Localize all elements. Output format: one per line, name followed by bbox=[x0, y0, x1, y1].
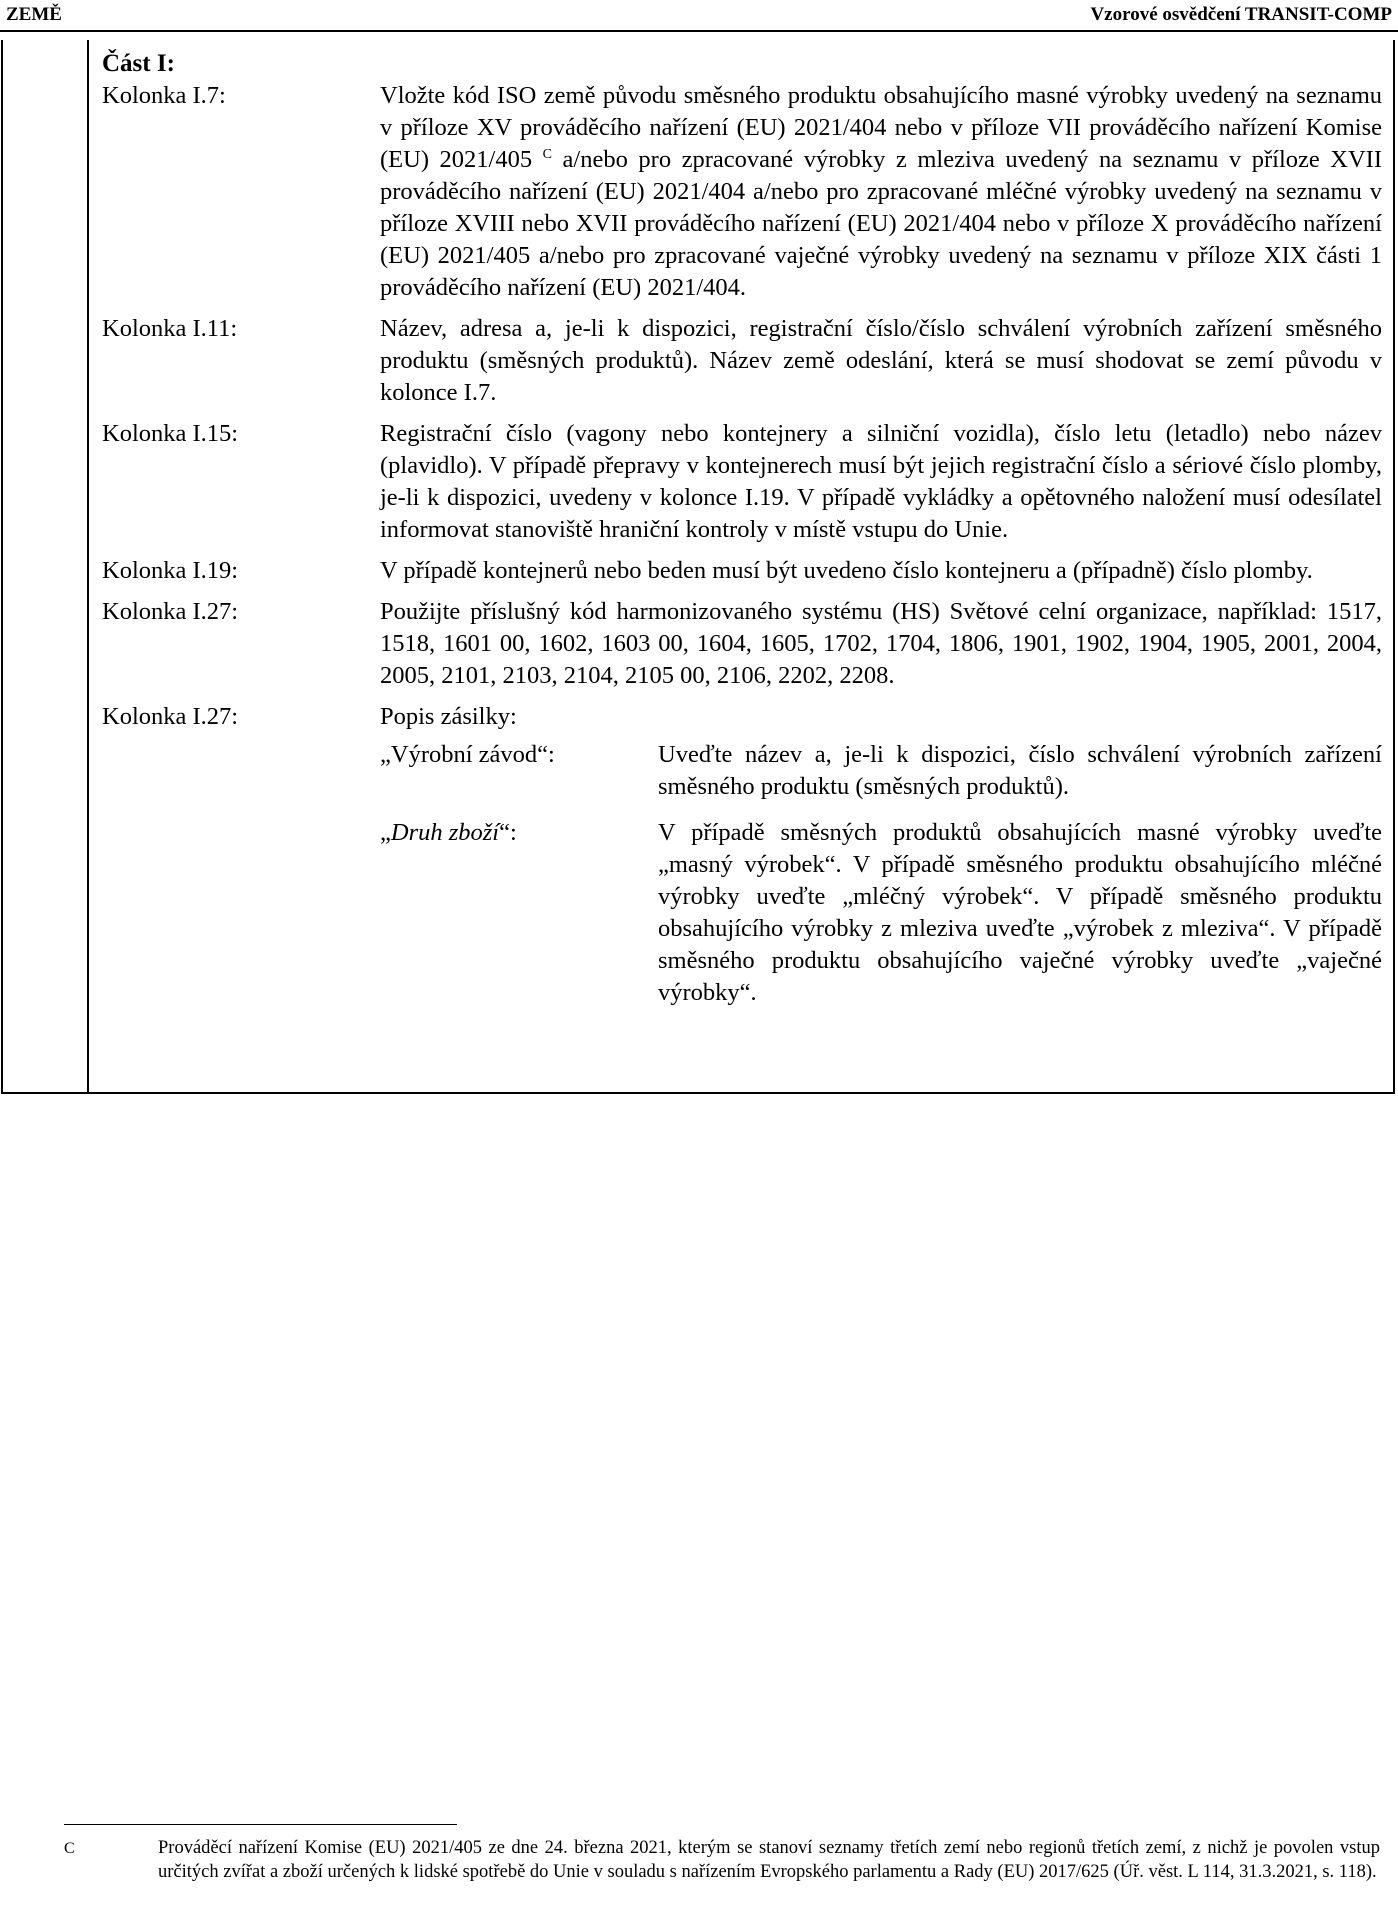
note-label: Kolonka I.27: bbox=[102, 703, 239, 730]
note-row-i19 bbox=[102, 555, 1382, 587]
note-label: Kolonka I.19: bbox=[102, 557, 239, 584]
footnote-mark: C bbox=[64, 1840, 75, 1857]
note-label: Kolonka I.11: bbox=[102, 315, 238, 342]
notes-content bbox=[102, 48, 1382, 1009]
note-row-i15 bbox=[102, 418, 1382, 546]
note-label: Kolonka I.27: bbox=[102, 598, 239, 625]
note-row-i11 bbox=[102, 313, 1382, 409]
sub-label-main: Druh zboží bbox=[390, 819, 500, 846]
sub-label bbox=[380, 739, 658, 803]
note-text: V případě kontejnerů nebo beden musí být uvedeno číslo kontejneru a (případně) číslo plomby. bbox=[380, 557, 1313, 584]
column-divider bbox=[87, 40, 89, 1092]
sub-label-main: Výrobní závod bbox=[390, 741, 538, 768]
sub-label-close: “: bbox=[537, 741, 555, 768]
footnote-text: Prováděcí nařízení Komise (EU) 2021/405 ze dne 24. března 2021, kterým se stanoví seznamy třetích zemí nebo regionů třetích zemí, z nichž je povolen vstup určitých zvířat a zboží určených k lidské spotřebě do Unie v souladu s nařízením Evropského parlamentu a Rady (EU) 2017/625 (Úř. věst. L 114, 31.3.2021, s. 118). bbox=[158, 1838, 1380, 1882]
header-country: ZEMĚ bbox=[6, 4, 62, 25]
note-text bbox=[380, 80, 1382, 304]
note-text: Použijte příslušný kód harmonizovaného systému (HS) Světové celní organizace, například: 1517, 1518, 1601 00, 1602, 1603 00, 1604, 1605, 1702, 1704, 1806, 1901, 1902, 1904, 1905, 2001, 2004, 2005, 2101, 2103, 2104, 2105 00, 2106, 2202, 2208. bbox=[380, 598, 1382, 689]
note-text-block bbox=[380, 701, 1382, 1009]
sub-row-type-of-goods bbox=[380, 817, 1382, 1009]
footnote-rule bbox=[64, 1824, 457, 1825]
sub-label-open: „ bbox=[380, 819, 391, 846]
note-text: Registrační číslo (vagony nebo kontejnery a silniční vozidla), číslo letu (letadlo) nebo název (plavidlo). V případě přepravy v kontejnerech musí být jejich registrační číslo a sériové číslo plomby, je-li k dispozici, uvedeny v kolonce I.19. V případě vykládky a opětovného naložení musí odesílatel informovat stanoviště hraniční kontroly v místě vstupu do Unie. bbox=[380, 420, 1382, 543]
sub-label-open: „ bbox=[380, 741, 391, 768]
note-text-part: Vložte kód ISO země původu směsného produktu obsahujícího masné výrobky uvedený na seznamu v příloze XV prováděcího nařízení (EU) 2021/404 nebo v příloze VII prováděcího nařízení Komise (EU) 2021/405 bbox=[380, 82, 1382, 173]
note-row-i27-hs bbox=[102, 596, 1382, 692]
sub-text: Uveďte název a, je-li k dispozici, číslo schválení výrobních zařízení směsného produktu (směsných produktů). bbox=[658, 741, 1382, 800]
sub-label bbox=[380, 817, 658, 1009]
note-row-i27-description bbox=[102, 701, 1382, 1009]
note-text-part: a/nebo pro zpracované výrobky z mleziva uvedený na seznamu v příloze XVII prováděcího nařízení (EU) 2021/404 a/nebo pro zpracované mléčné výrobky uvedený na seznamu v příloze XVIII nebo XVII prováděcího nařízení (EU) 2021/404 nebo v příloze X prováděcího nařízení (EU) 2021/405 a/nebo pro zpracované vaječné výrobky uvedený na seznamu v příloze XIX části 1 prováděcího nařízení (EU) 2021/404. bbox=[380, 146, 1382, 301]
note-label: Kolonka I.7: bbox=[102, 82, 226, 109]
header-certificate-title: Vzorové osvědčení TRANSIT-COMP bbox=[1090, 4, 1392, 25]
note-text: Popis zásilky: bbox=[380, 703, 517, 730]
footnote-reference: C bbox=[542, 147, 552, 162]
note-label: Kolonka I.15: bbox=[102, 420, 239, 447]
sub-text: V případě směsných produktů obsahujících masné výrobky uveďte „masný výrobek“. V případě směsného produktu obsahujícího mléčné výrobky uveďte „mléčný výrobek“. V případě směsného produktu obsahujícího výrobky z mleziva uveďte „výrobek z mleziva“. V případě směsného produktu obsahujícího vaječné výrobky uveďte „vaječné výrobky“. bbox=[658, 819, 1382, 1006]
note-row-i7 bbox=[102, 80, 1382, 304]
part-title: Část I: bbox=[102, 50, 175, 77]
header-rule bbox=[0, 30, 1398, 32]
sub-row-production-plant bbox=[380, 739, 1382, 803]
sub-label-close: “: bbox=[499, 819, 517, 846]
note-text: Název, adresa a, je-li k dispozici, registrační číslo/číslo schválení výrobních zařízení směsného produktu (směsných produktů). Název země odeslání, která se musí shodovat se zemí původu v kolonce I.7. bbox=[380, 315, 1382, 406]
